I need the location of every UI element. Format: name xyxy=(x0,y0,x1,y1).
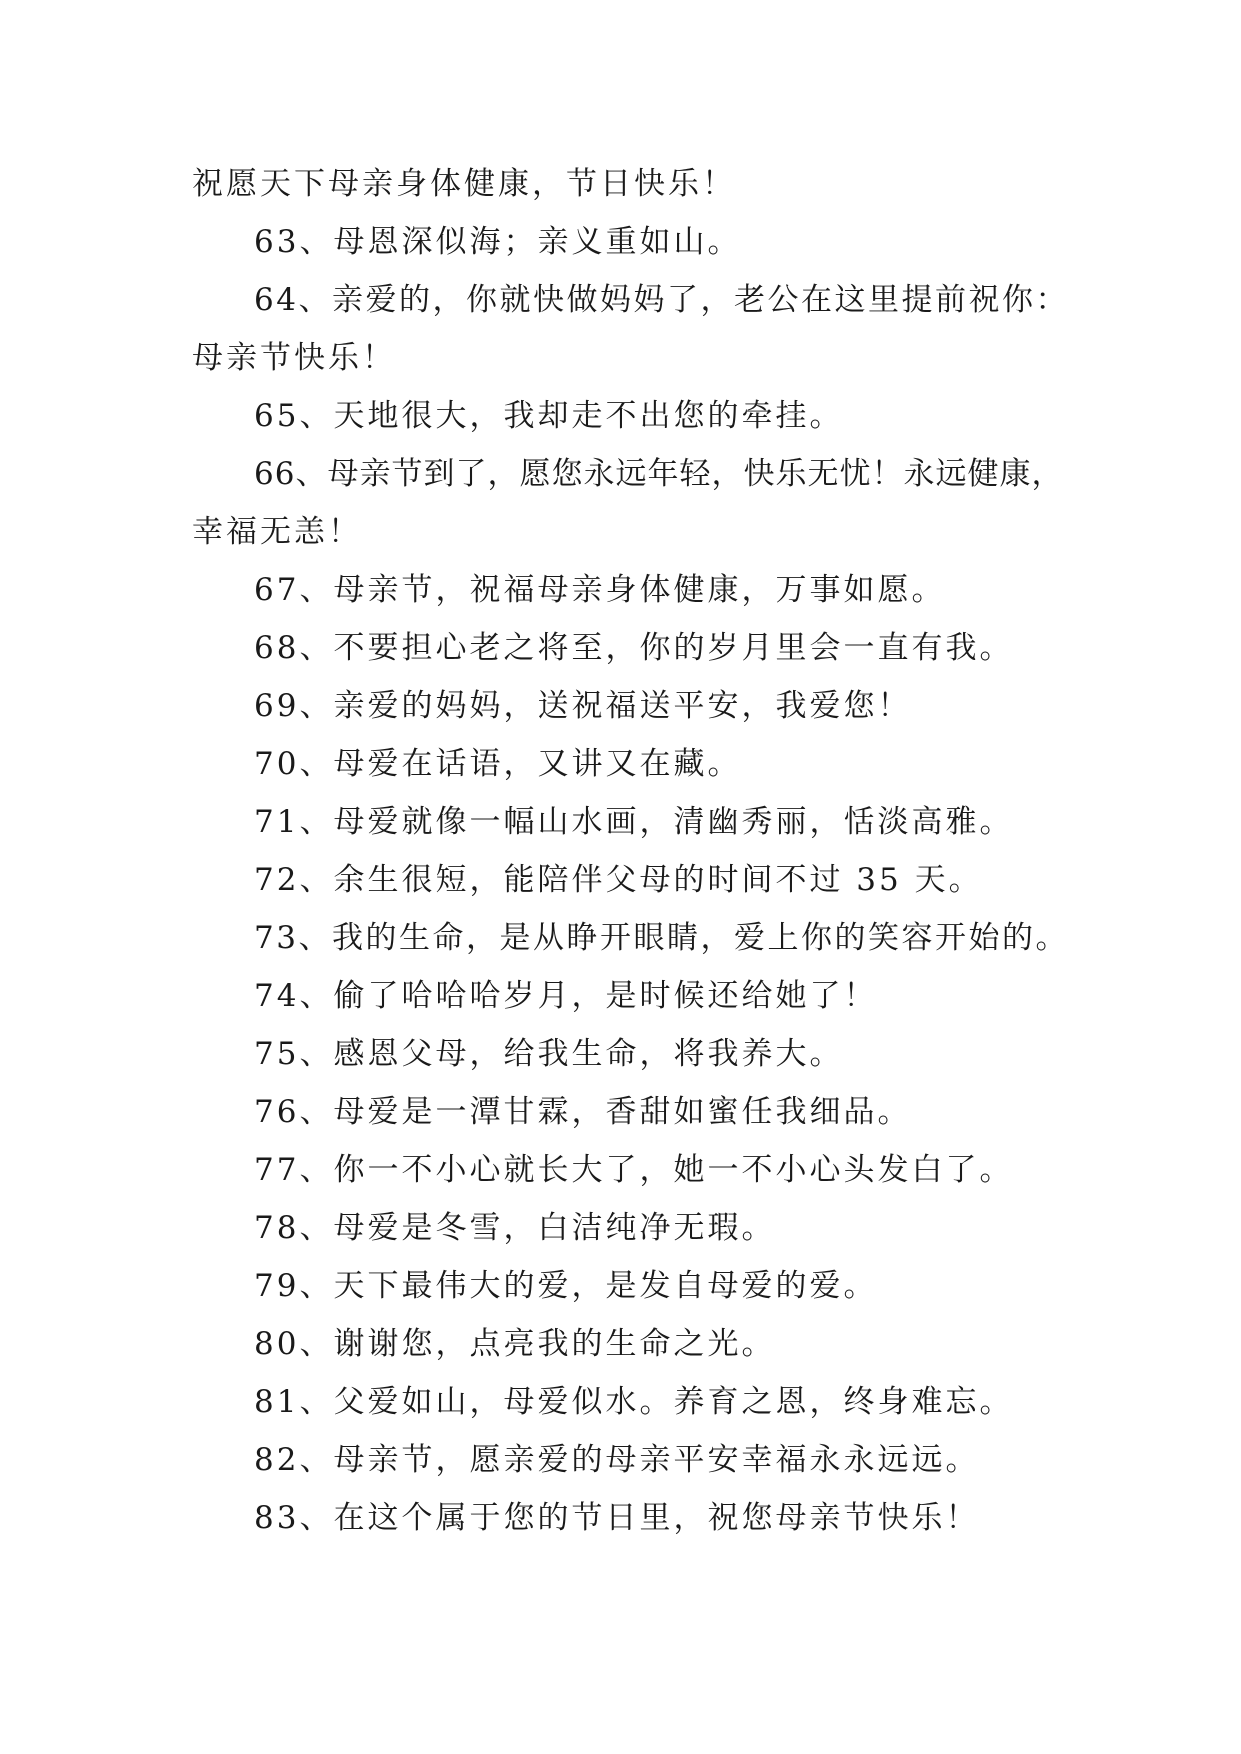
text-line: 78、母爱是冬雪，白洁纯净无瑕。 xyxy=(254,1210,776,1246)
text-line: 67、母亲节，祝福母亲身体健康，万事如愿。 xyxy=(254,572,946,608)
text-line: 81、父爱如山，母爱似水。养育之恩，终身难忘。 xyxy=(254,1384,1014,1420)
text-line: 66、母亲节到了，愿您永远年轻，快乐无忧！永远健康， xyxy=(254,456,1064,492)
text-line: 75、感恩父母，给我生命，将我养大。 xyxy=(254,1036,844,1072)
document-body xyxy=(192,155,1072,1547)
text-line: 72、余生很短，能陪伴父母的时间不过 35 天。 xyxy=(254,862,983,898)
text-line: 65、天地很大，我却走不出您的牵挂。 xyxy=(254,398,844,434)
text-line: 母亲节快乐！ xyxy=(192,340,396,376)
text-line: 79、天下最伟大的爱，是发自母爱的爱。 xyxy=(254,1268,878,1304)
text-line: 幸福无恙！ xyxy=(192,514,362,550)
text-line: 73、我的生命，是从睁开眼睛，爱上你的笑容开始的。 xyxy=(254,920,1069,956)
text-line: 63、母恩深似海；亲义重如山。 xyxy=(254,224,742,260)
text-line: 77、你一不小心就长大了，她一不小心头发白了。 xyxy=(254,1152,1014,1188)
text-line: 80、谢谢您，点亮我的生命之光。 xyxy=(254,1326,776,1362)
text-line: 64、亲爱的，你就快做妈妈了，老公在这里提前祝你： xyxy=(254,282,1069,318)
text-line: 83、在这个属于您的节日里，祝您母亲节快乐！ xyxy=(254,1500,980,1536)
text-line: 68、不要担心老之将至，你的岁月里会一直有我。 xyxy=(254,630,1014,666)
text-line: 82、母亲节，愿亲爱的母亲平安幸福永永远远。 xyxy=(254,1442,980,1478)
text-line: 祝愿天下母亲身体健康，节日快乐！ xyxy=(192,166,736,202)
text-line: 71、母爱就像一幅山水画，清幽秀丽，恬淡高雅。 xyxy=(254,804,1014,840)
text-line: 69、亲爱的妈妈，送祝福送平安，我爱您！ xyxy=(254,688,912,724)
text-line: 70、母爱在话语，又讲又在藏。 xyxy=(254,746,742,782)
text-line: 76、母爱是一潭甘霖，香甜如蜜任我细品。 xyxy=(254,1094,912,1130)
text-line: 74、偷了哈哈哈岁月，是时候还给她了！ xyxy=(254,978,878,1014)
